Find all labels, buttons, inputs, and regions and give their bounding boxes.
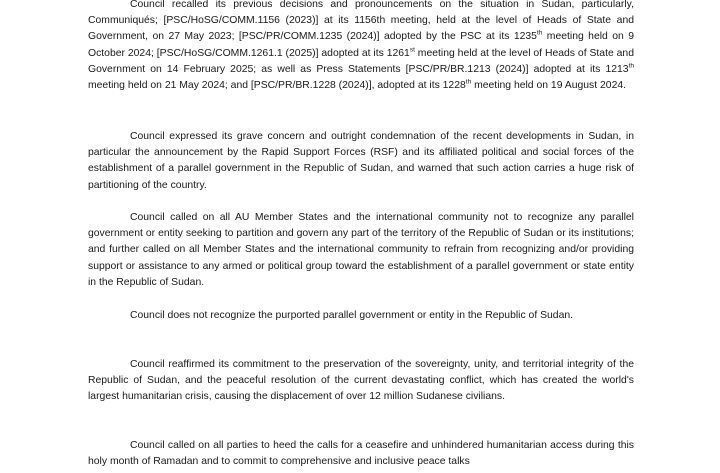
paragraph-text: meeting held on 19 August 2024. [471, 80, 627, 92]
ordinal-suffix: th [536, 29, 543, 37]
paragraph-text: Council expressed its grave concern and outright condemnation of the recent developments in Sudan, in particular the announcement by the Rapid Support Forces (RSF) and its affiliated political and social forces of the establishment of a parallel government in the Republic of Sudan, and warned that such action carries a huge risk of partitioning of the country. [88, 131, 634, 191]
paragraph-text: meeting held on 21 May 2024; and [PSC/PR/BR.1228 (2024)], adopted at its 1228 [88, 80, 466, 92]
paragraph-text: Council recalled its previous decisions and pronouncements on the situation in Sudan, particularly, Communiqués; [PSC/HoSG/COMM.1156 (2023)] at its 1156th meeting, held at the level of Heads of State and Government, on 27 May 2023; [PSC/PR/COMM.1235 (2024)] adopted by the PSC at its 1235 [88, 0, 634, 43]
paragraph-previous-decisions [88, 0, 634, 94]
ordinal-suffix: th [628, 62, 634, 70]
paragraph-text: Council reaffirmed its commitment to the preservation of the sovereignty, unity, and territorial integrity of the Republic of Sudan, and the peaceful resolution of the current devastating conflict, which has created the world's largest humanitarian crisis, causing the displacement of over 12 million Sudanese civilians. [88, 359, 634, 403]
paragraph-non-recognition-call [88, 210, 634, 291]
paragraph-text: meeting held at the level of Heads of State and Government on 14 February 2025; as well as Press Statements [PSC/PR/BR.1213 (2024)] adopted at its 1213 [88, 47, 634, 75]
ordinal-suffix: st [409, 46, 415, 54]
paragraph-grave-concern [88, 129, 634, 194]
ordinal-suffix: th [465, 78, 472, 86]
paragraph-text: Council called on all AU Member States and the international community not to recognize any parallel government or entity seeking to partition and govern any part of the territory of the Republic of Sudan or its institutions; and further called on all Member States and the international community to refrain from recognizing and/or providing support or assistance to any armed or political group toward the establishment of a parallel government or state entity in the Republic of Sudan. [88, 212, 634, 288]
paragraph-text: Council does not recognize the purported parallel government or entity in the Republic of Sudan. [130, 310, 574, 321]
paragraph-text: Council called on all parties to heed the calls for a ceasefire and unhindered humanitarian access during this holy month of Ramadan and to commit to comprehensive and inclusive peace talks [88, 440, 634, 468]
paragraph-ceasefire-call [88, 438, 634, 470]
paragraph-does-not-recognize [88, 308, 634, 324]
paragraph-sovereignty-commitment [88, 357, 634, 406]
paragraph-text: meeting held on 9 October 2024; [PSC/HoSG/COMM.1261.1 (2025)] adopted at its 1261 [88, 31, 634, 59]
